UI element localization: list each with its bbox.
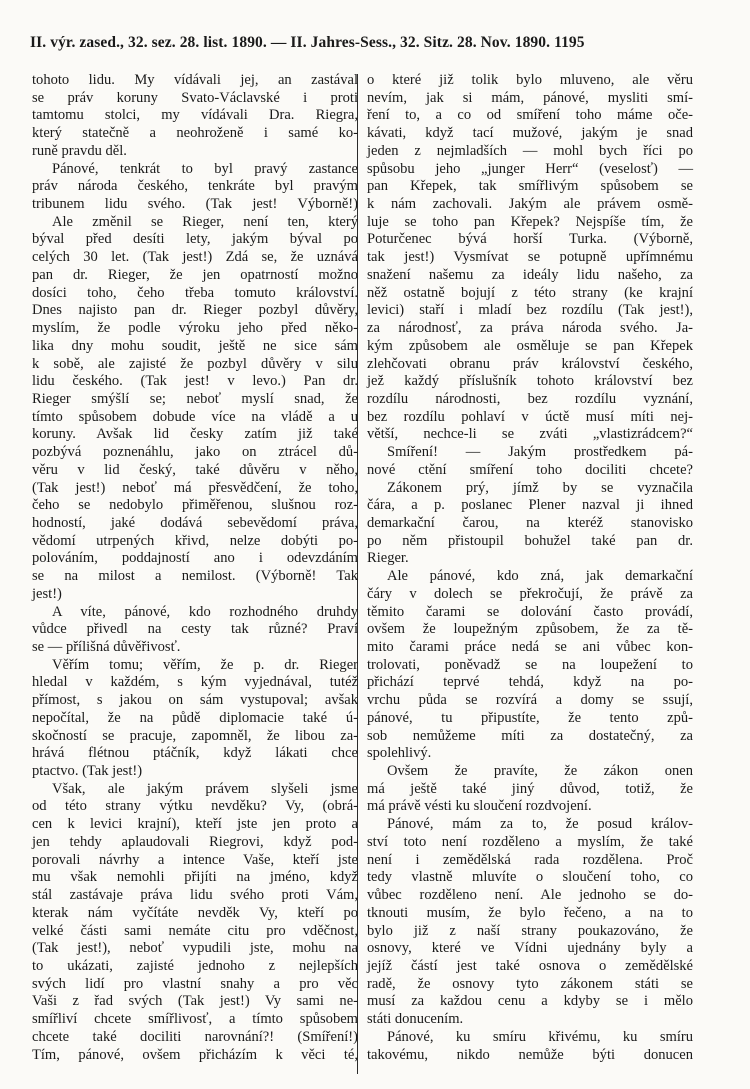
text-line: spůsobu jeho „junger Herr“ (veselosť) — [367, 160, 693, 177]
text-line: Ale pánové, kdo zná, jak demarkační [387, 568, 693, 585]
text-line: osnovy, které ve Vídni ujednány byly a [367, 940, 693, 957]
text-line: svých lidí pro vlastní snahy a pro věc [32, 975, 358, 992]
text-line: kým způsobem ale osměluje se pan Křepek [367, 337, 693, 354]
text-line: po něm přistoupil bohužel také pan dr. [367, 532, 693, 549]
text-line: se práv koruny Svato-Václavské i proti [32, 89, 358, 106]
text-line: chcete také dociliti narovnání?! (Smíření!) [32, 1028, 358, 1045]
text-line: rozdílu národnosti, bez rozdílu vyznání, [367, 390, 693, 407]
text-line: Rieger. [367, 550, 409, 567]
text-line: od této strany výtku nevděku? Vy, (obrá- [32, 798, 358, 815]
text-line: Smíření! — Jakým prostředkem pá- [387, 444, 693, 461]
text-line: velké části sami nemáte citu pro vděčnost, [32, 922, 358, 939]
text-line: koruny. Avšak lid česky zatím již také [32, 426, 358, 443]
text-line: přímost, s jakou on sám vystupoval; avšak [32, 692, 358, 709]
text-line: cen k levici krajní), kteří jste jen proto a [32, 816, 358, 833]
text-line: demarkační čarou, na kteréž stanovisko [367, 514, 693, 531]
text-line: (Tak jest!) neboť má přesvědčení, že toho, [32, 479, 358, 496]
text-line: Věřím tomu; věřím, že p. dr. Rieger [52, 656, 358, 673]
text-line: Vaši z řad svých (Tak jest!) Vy sami ne- [32, 993, 358, 1010]
text-line: nevím, jak si mám, pánové, mysliti smí- [367, 89, 693, 106]
text-line: čára, a p. poslanec Plener nazval ji ihned [367, 497, 693, 514]
text-line: jen tehdy aplaudovali Riegrovi, když pod- [32, 833, 358, 850]
text-line: tak jest!) Vysmívat se potupně upřímnému [367, 249, 693, 266]
text-line: práv národa českého, tenkráte byl pravým [32, 178, 358, 195]
text-line: tímto spůsobem dobude více na vládě a u [32, 408, 358, 425]
text-line: se — přílišná důvěřivosť. [32, 639, 181, 655]
text-line: levici) staří i mladí bez rozdílu (Tak jest!), [367, 302, 693, 319]
text-line: dosíci toho, čeho třeba tomuto království. [32, 284, 358, 301]
text-line: se na milost a nemilost. (Výborně! Tak [32, 568, 358, 585]
text-line: nové ctění smíření toho dociliti chcete? [367, 461, 693, 478]
text-line: (Tak jest!), neboť vypudili jste, mohu na [32, 940, 358, 957]
text-line: mito čarami práce nedá se ani vůbec kon- [367, 639, 693, 655]
text-line: luje se toho pan Křepek? Nejspíše tím, že [367, 213, 693, 230]
text-line: Dnes najisto pan dr. Rieger pozbyl důvěry, [32, 302, 358, 319]
text-line: lidu českého. (Tak jest! v levo.) Pan dr. [32, 373, 358, 390]
text-line: není i zemědělská rada rozdělena. Proč [367, 851, 693, 868]
text-line: skočností se pracuje, zapomněl, že libou za- [32, 727, 358, 744]
text-line: státi donucením. [367, 1011, 464, 1028]
text-line: spolehlivý. [367, 745, 432, 762]
text-line: radě, že osnovy tyto zákonem státi se [367, 975, 693, 992]
text-line: jest!) [32, 585, 62, 602]
text-line: tknouti musím, že bylo řečeno, a na to [367, 904, 693, 921]
text-line: Zákonem prý, jímž by se vyznačila [387, 479, 693, 496]
text-line: větší, nechce-li se zváti „vlastizrádcem?“ [367, 426, 693, 443]
right-column [367, 72, 693, 1064]
text-line: porovali návrhy a intence Vaše, kteří jste [32, 851, 358, 868]
text-line: hrává flétnou ptáčník, když lákati chce [32, 745, 358, 762]
text-line: Poturčenec bývá horší Turka. (Výborně, [367, 231, 693, 248]
text-line: Pánové, ku smíru křivému, ku smíru [387, 1028, 693, 1045]
text-line: ovšem že loupežným způsobem, že za tě- [367, 621, 693, 638]
text-line: ptactvo. (Tak jest!) [32, 763, 143, 780]
text-line: pozbývá poznenáhlu, jako on ztrácel dů- [32, 444, 358, 461]
text-line: smířliví chcete smířlivosť, a tímto spůsobem [32, 1011, 358, 1028]
text-line: býval před desíti lety, jakým býval po [32, 231, 358, 248]
text-line: Ovšem že pravíte, že zákon onen [387, 763, 693, 780]
text-line: k nám zachovali. Jakým ale právem osmě- [367, 196, 693, 213]
text-line: mu však nemohli přijíti na jméno, když [32, 869, 358, 886]
text-line: hledal v každém, s kým vyjednával, tutéž [32, 674, 358, 691]
text-line: bylo již z naší strany poukazováno, že [367, 922, 693, 939]
text-line: vrchu půda se rozvírá a domy se ssují, [367, 692, 693, 709]
text-line: má právě vésti ku sloučení rozdvojení. [367, 798, 592, 815]
text-line: tedy vlastně mluvíte o sloučení toho, co [367, 869, 693, 886]
text-line: to ukázati, zajisté jednoho z nejlepších [32, 957, 358, 974]
text-line: myslím, že podle výroku jeho před něko- [32, 320, 358, 337]
text-line: A víte, pánové, kdo rozhodného druhdy [52, 603, 358, 620]
text-line: tribunem lidu svého. (Tak jest! Výborně!) [32, 196, 358, 213]
text-line: ření to, a co od smíření toho máme oče- [367, 107, 693, 124]
text-line: trolovati, poněvadž se na loupežení to [367, 656, 693, 673]
left-column [32, 72, 358, 1064]
text-line: tohoto lidu. My vídávali jej, an zastával [32, 72, 358, 88]
text-line: Tím, pánové, ovšem přicházím k věci té, [32, 1046, 358, 1063]
text-line: který statečně a neohroženě i samé ko- [32, 125, 358, 142]
text-line: čeho se nedobylo přiměřenou, slušnou roz- [32, 497, 358, 514]
text-line: runě pravdu děl. [32, 142, 127, 159]
text-line: přichází teprvé tehdá, když na po- [367, 674, 693, 691]
text-line: o které již tolik bylo mluveno, ale věru [367, 72, 693, 88]
text-line: nepočítal, že na půdě diplomacie také ú- [32, 709, 358, 726]
text-line: vůbec rozděleno není. Ale jednoho se do- [367, 887, 693, 904]
text-line: zlehčovati obranu práv království českého, [367, 355, 693, 372]
text-line: Rieger smýšlí se; neboť myslí snad, že [32, 390, 358, 407]
text-line: jejíž částí jest také osnova o zemědělské [367, 957, 693, 974]
text-line: něž ostatně bojují z této strany (ke krajní [367, 284, 693, 301]
text-line: pan dr. Rieger, že jen opatrností možno [32, 266, 358, 283]
text-line: Pánové, mám za to, že posud králov- [387, 816, 693, 833]
text-line: jeden z nejmladších — mohl bych říci po [367, 142, 693, 159]
text-line: tamtomu stolci, my vídávali Dra. Riegra, [32, 107, 358, 124]
text-line: ství toto není rozděleno a myslím, že také [367, 833, 693, 850]
text-line: kávati, když tací mužové, jakým je snad [367, 125, 693, 142]
text-line: vědomí utrpených křivd, nelze dobýti po- [32, 532, 358, 549]
text-line: snažení našemu za ideály lidu našeho, za [367, 266, 693, 283]
text-line: jež každý příslušník tohoto království bez [367, 373, 693, 390]
text-line: pan Křepek, tak smířlivým spůsobem se [367, 178, 693, 195]
text-line: stál zastávaje práva lidu svého proti Vám, [32, 887, 358, 904]
text-line: pánové, tu připustíte, že tento způ- [367, 709, 693, 726]
text-line: musí za každou cenu a kdyby se i mělo [367, 993, 693, 1010]
text-line: sob nemůžeme míti za dostatečný, za [367, 727, 693, 744]
text-line: za národnosť, za práva národa svého. Ja- [367, 320, 693, 337]
text-line: kterak nám vyčítáte nevděk Vy, kteří po [32, 904, 358, 921]
text-line: bez rozdílu pohlaví v úctě musí míti nej- [367, 408, 693, 425]
text-line: vůdce přivedl na cesty tak různé? Praví [32, 621, 358, 638]
text-line: polováním, poddajností ano i odevzdáním [32, 550, 358, 567]
text-line: hodností, jaké dodává sebevědomí práva, [32, 514, 358, 531]
text-line: Ale změnil se Rieger, není ten, který [52, 213, 358, 230]
text-line: k sobě, ale zajisté že pozbyl důvěry v silu [32, 355, 358, 372]
text-line: věru v lid český, také důvěru v něho, [32, 461, 358, 478]
text-line: lika dny mohu soudit, ještě ne sice sám [32, 337, 358, 354]
text-line: Však, ale jakým právem slyšeli jsme [52, 780, 358, 797]
page-header: II. výr. zased., 32. sez. 28. list. 1890. — II. Jahres-Sess., 32. Sitz. 28. Nov. 1890. 1195 [30, 34, 585, 51]
text-line: těmito čarami se dolování často provádí, [367, 603, 693, 620]
text-line: takovému, nikdo nemůže býti donucen [367, 1046, 693, 1063]
text-line: čáry v dolech se překročují, že právě za [367, 585, 693, 602]
text-line: má ještě také jiný důvod, totiž, že [367, 780, 693, 797]
text-line: Pánové, tenkrát to byl pravý zastance [52, 160, 358, 177]
text-line: celých 30 let. (Tak jest!) Zdá se, že uznává [32, 249, 358, 266]
